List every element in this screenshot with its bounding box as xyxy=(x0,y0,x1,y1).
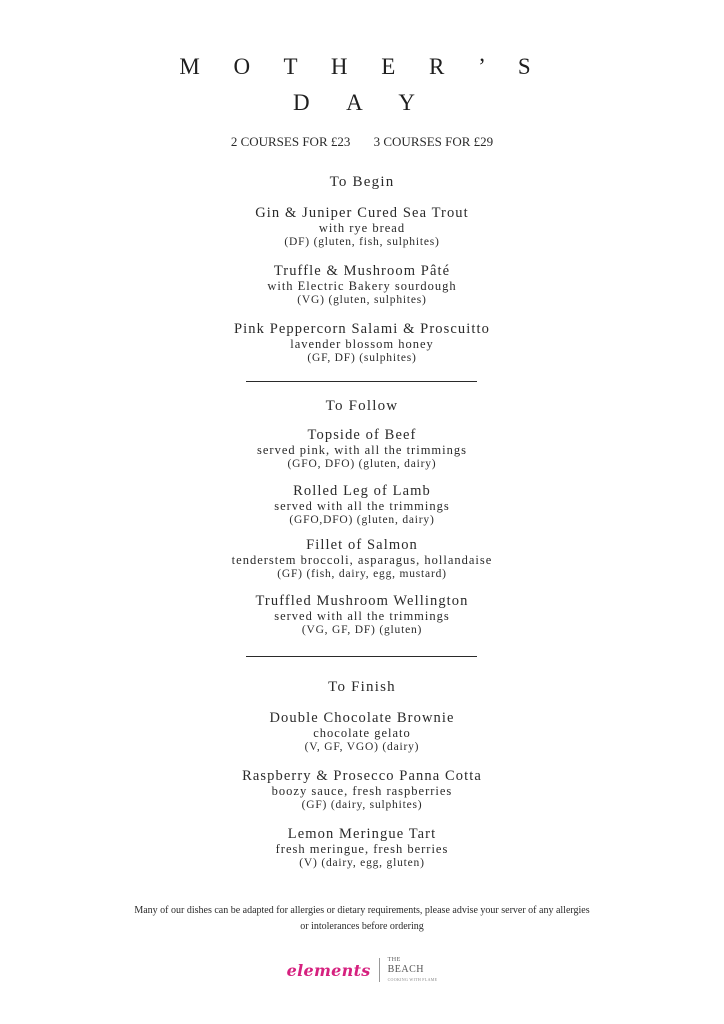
brand-logos xyxy=(0,955,724,985)
section-divider xyxy=(246,381,477,382)
logo-separator xyxy=(379,958,380,982)
dish-item xyxy=(0,483,724,527)
dish-allergens: (V, GF, VGO) (dairy) xyxy=(304,741,420,753)
dish-name: Double Chocolate Brownie xyxy=(269,710,455,726)
pricing-line xyxy=(0,134,724,150)
dish-name: Pink Peppercorn Salami & Proscuitto xyxy=(234,321,490,337)
dish-description: with rye bread xyxy=(318,221,406,235)
dish-item xyxy=(0,427,724,471)
dish-name: Truffle & Mushroom Pâté xyxy=(273,263,451,279)
price-3-courses: 3 COURSES FOR £29 xyxy=(373,134,494,149)
the-beach-logo xyxy=(388,955,438,985)
section-divider xyxy=(246,656,477,657)
dish-description: with Electric Bakery sourdough xyxy=(267,279,457,293)
menu-title-line1: M O T H E R ’ S xyxy=(179,54,545,79)
dish-description: served with all the trimmings xyxy=(274,499,450,513)
dish-description: fresh meringue, fresh berries xyxy=(275,842,449,856)
dish-allergens: (VG, GF, DF) (gluten) xyxy=(301,624,423,636)
elements-logo: elements xyxy=(286,960,371,980)
logo-the-text: THE xyxy=(387,957,401,963)
dish-description: served pink, with all the trimmings xyxy=(257,443,467,457)
dish-item xyxy=(0,205,724,249)
logo-tagline: COOKING WITH FLAME xyxy=(387,977,438,982)
dish-item xyxy=(0,826,724,870)
dish-item xyxy=(0,710,724,754)
dish-item xyxy=(0,593,724,637)
allergy-note xyxy=(0,903,724,935)
menu-title-line2: D A Y xyxy=(293,90,431,115)
price-2-courses: 2 COURSES FOR £23 xyxy=(230,134,351,149)
dish-allergens: (GF, DF) (sulphites) xyxy=(307,352,417,364)
dish-allergens: (GFO,DFO) (gluten, dairy) xyxy=(289,514,435,526)
dish-description: tenderstem broccoli, asparagus, hollandaise xyxy=(231,553,493,567)
dish-allergens: (GF) (dairy, sulphites) xyxy=(301,799,423,811)
logo-beach-text: BEACH xyxy=(387,964,424,975)
dish-item xyxy=(0,537,724,581)
dish-name: Fillet of Salmon xyxy=(306,537,418,553)
allergy-note-line2: or intolerances before ordering xyxy=(300,921,424,932)
dish-description: lavender blossom honey xyxy=(290,337,434,351)
dish-name: Rolled Leg of Lamb xyxy=(293,483,431,499)
section-title-finish: To Finish xyxy=(328,679,396,695)
section-title-follow: To Follow xyxy=(325,398,399,414)
dish-name: Lemon Meringue Tart xyxy=(287,826,437,842)
allergy-note-line1: Many of our dishes can be adapted for allergies or dietary requirements, please advise your server of any allergies xyxy=(134,905,590,916)
dish-name: Raspberry & Prosecco Panna Cotta xyxy=(242,768,482,784)
dish-description: boozy sauce, fresh raspberries xyxy=(271,784,453,798)
dish-allergens: (DF) (gluten, fish, sulphites) xyxy=(284,236,440,248)
dish-item xyxy=(0,768,724,812)
dish-name: Topside of Beef xyxy=(307,427,417,443)
dish-allergens: (VG) (gluten, sulphites) xyxy=(297,294,427,306)
dish-allergens: (V) (dairy, egg, gluten) xyxy=(299,857,425,869)
dish-name: Truffled Mushroom Wellington xyxy=(255,593,469,609)
dish-allergens: (GF) (fish, dairy, egg, mustard) xyxy=(277,568,447,580)
dish-allergens: (GFO, DFO) (gluten, dairy) xyxy=(287,458,437,470)
dish-name: Gin & Juniper Cured Sea Trout xyxy=(255,205,469,221)
dish-description: chocolate gelato xyxy=(313,726,411,740)
dish-item xyxy=(0,321,724,365)
dish-description: served with all the trimmings xyxy=(274,609,450,623)
dish-item xyxy=(0,263,724,307)
section-title-begin: To Begin xyxy=(329,174,395,190)
